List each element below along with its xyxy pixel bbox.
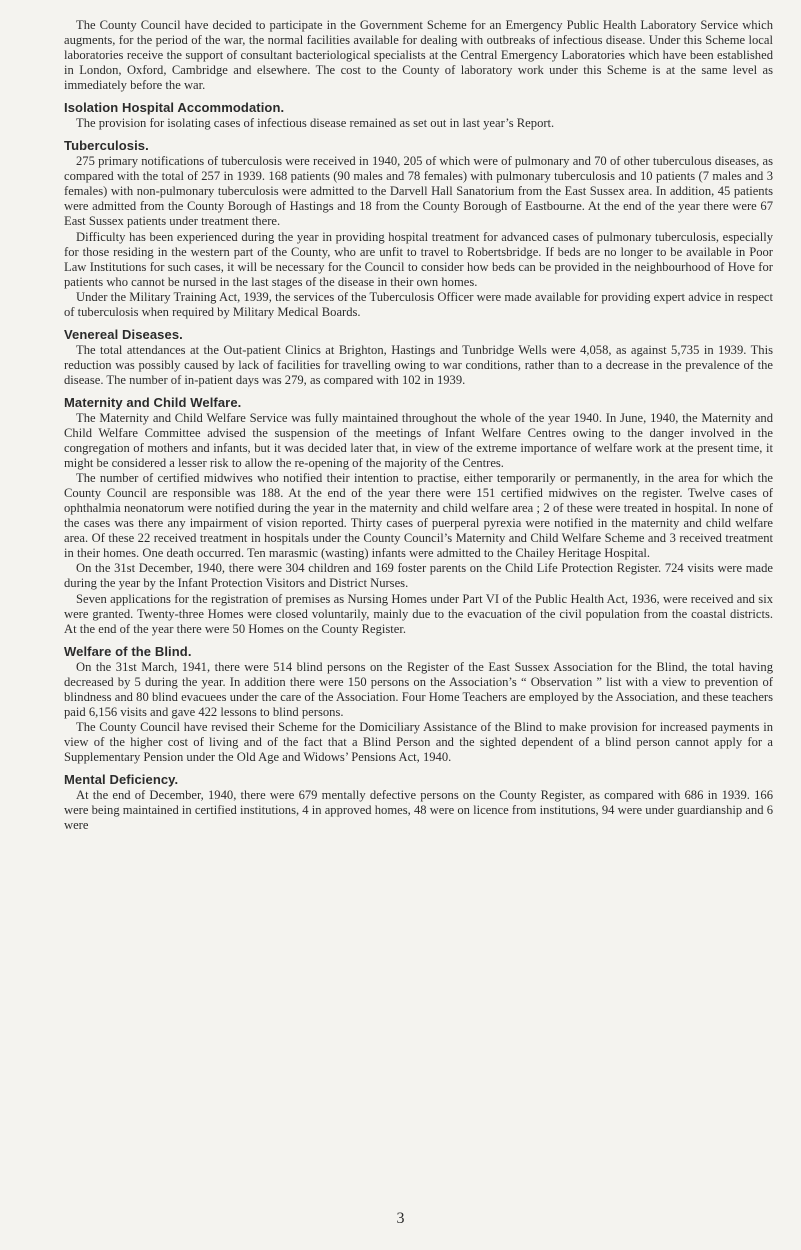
paragraph: Under the Military Training Act, 1939, the services of the Tuberculosis Officer were made available for providing expert advice in respect of tuberculosis when required by Military Medical Boards. xyxy=(64,289,773,319)
paragraph: The total attendances at the Out-patient Clinics at Brighton, Hastings and Tunbridge Wells were 4,058, as against 5,735 in 1939. This reduction was possibly caused by lack of facilities for travelling owing to war conditions, rather than to a decrease in the prevalence of the disease. The number of in-patient days was 279, as compared with 102 in 1939. xyxy=(64,342,773,387)
section-heading: Tuberculosis. xyxy=(64,138,149,154)
intro-section xyxy=(64,18,773,93)
paragraph: The provision for isolating cases of infectious disease remained as set out in last year’s Report. xyxy=(76,116,555,131)
section-heading: Maternity and Child Welfare. xyxy=(64,394,242,410)
paragraph: 275 primary notifications of tuberculosis were received in 1940, 205 of which were of pulmonary and 70 of other tuberculous diseases, as compared with the total of 257 in 1939. 168 patients (90 males and 78 females) with pulmonary tuberculosis and 10 patients (7 males and 3 females) with non-pulmonary tuberculosis were admitted to the Darvell Hall Sanatorium from the East Sussex area. In addition, 45 patients were admitted from the County Borough of Hastings and 18 from the County Borough of Eastbourne. At the end of the year there were 67 East Sussex patients under treatment there. xyxy=(64,154,773,229)
page-number: 3 xyxy=(396,1210,405,1227)
paragraph: At the end of December, 1940, there were 679 mentally defective persons on the County Register, as compared with 686 in 1939. 166 were being maintained in certified institutions, 4 in approved homes, 48 were on licence from institutions, 94 were under guardianship and 6 were xyxy=(64,787,773,833)
section-heading: Venereal Diseases. xyxy=(64,326,183,342)
section-tuberculosis xyxy=(64,138,773,320)
section-welfare-of-blind xyxy=(64,644,773,765)
section-heading: Isolation Hospital Accommodation. xyxy=(64,100,285,116)
section-mental-deficiency xyxy=(64,772,773,833)
paragraph: The number of certified midwives who notified their intention to practise, either temporarily or permanently, in the area for which the County Council are responsible was 188. At the end of the year there were 151 certified midwives on the register. Twelve cases of ophthalmia neonatorum were notified during the year in the maternity and child welfare area ; 2 of these were treated in hospital. In none of the cases was there any impairment of vision reported. Thirty cases of puerperal pyrexia were notified in the maternity and child welfare area. Of these 22 received treatment in hospitals under the County Council’s Maternity and Child Welfare Scheme and 3 received treatment in their homes. One death occurred. Ten marasmic (wasting) infants were admitted to the Chailey Heritage Hospital. xyxy=(64,471,773,561)
paragraph: On the 31st March, 1941, there were 514 blind persons on the Register of the East Sussex Association for the Blind, the total having decreased by 5 during the year. In addition there were 150 persons on the Association’s “ Observation ” list with a view to prevention of blindness and 80 blind evacuees under the care of the Association. Four Home Teachers are employed by the Association, and these teachers paid 6,156 visits and gave 422 lessons to blind persons. xyxy=(64,659,773,719)
intro-paragraph: The County Council have decided to participate in the Government Scheme for an Emergency Public Health Laboratory Service which augments, for the period of the war, the normal facilities available for dealing with outbreaks of infectious disease. Under this Scheme local laboratories receive the support of consultant bacteriological specialists at the Central Emergency Laboratories which have been established in London, Oxford, Cambridge and elsewhere. The cost to the County of laboratory work under this Scheme is at the same level as immediately before the war. xyxy=(64,18,773,93)
section-venereal-diseases xyxy=(64,327,773,388)
paragraph: Difficulty has been experienced during the year in providing hospital treatment for advanced cases of pulmonary tuberculosis, especially for those residing in the western part of the County, who are unfit to travel to Robertsbridge. If beds are no longer to be available in Poor Law Institutions for such cases, it will be necessary for the Council to consider how beds can be provided in the neighbourhood of Hove for patients who cannot be nursed in the last stages of the disease in their own homes. xyxy=(64,229,773,289)
section-maternity-child-welfare xyxy=(64,395,773,637)
paragraph: On the 31st December, 1940, there were 304 children and 169 foster parents on the Child Life Protection Register. 724 visits were made during the year by the Infant Protection Visitors and District Nurses. xyxy=(64,561,773,591)
section-heading: Mental Deficiency. xyxy=(64,771,179,787)
paragraph: The County Council have revised their Scheme for the Domiciliary Assistance of the Blind to make provision for increased payments in view of the higher cost of living and of the fact that a Blind Person and the sighted dependent of a blind person cannot apply for a Supplementary Pension under the Old Age and Widows’ Pensions Act, 1940. xyxy=(64,719,773,764)
section-heading: Welfare of the Blind. xyxy=(64,643,192,659)
paragraph: Seven applications for the registration of premises as Nursing Homes under Part VI of the Public Health Act, 1936, were received and six were granted. Twenty-three Homes were closed voluntarily, mainly due to the evacuation of the civil population from the coastal districts. At the end of the year there were 50 Homes on the County Register. xyxy=(64,591,773,636)
paragraph: The Maternity and Child Welfare Service was fully maintained throughout the whole of the year 1940. In June, 1940, the Maternity and Child Welfare Committee advised the suspension of the meetings of Infant Welfare Centres owing to the danger involved in the congregation of mothers and infants, but it was decided later that, in view of the extreme importance of welfare work at the present time, it might be considered a lesser risk to allow the re-opening of the majority of the Centres. xyxy=(64,410,773,471)
section-isolation-hospital xyxy=(64,100,773,131)
